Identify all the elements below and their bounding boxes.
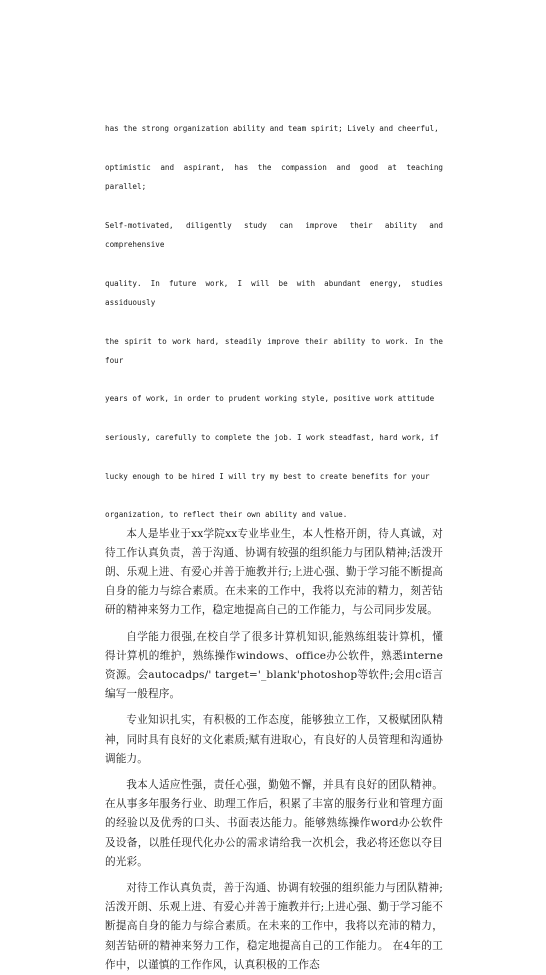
- english-line: seriously, carefully to complete the job. I work steadfast, hard work, if: [105, 433, 439, 443]
- english-paragraph: [105, 100, 443, 525]
- paragraph-intro: 本人是毕业于xx学院xx专业毕业生，本人性格开朗，待人真诚，对待工作认真负责，善于沟通、协调有较强的组织能力与团队精神;活泼开朗、乐观上进、有爱心并善于施教并行;上进心强、勤于学习能不断提高自身的能力与综合素质。在未来的工作中，我将以充沛的精力，刻苦钻研的精神来努力工作，稳定地提高自己的工作能力，与公司同步发展。: [105, 527, 443, 617]
- english-line: years of work, in order to prudent working style, positive work attitude: [105, 394, 435, 404]
- document-body: [105, 100, 443, 975]
- paragraph-work-attitude: 对待工作认真负责，善于沟通、协调有较强的组织能力与团队精神;活泼开朗、乐观上进、有爱心并善于施教并行;上进心强、勤于学习能不断提高自身的能力与综合素质。在未来的工作中，我将以充沛的精力，刻苦钻研的精神来努力工作，稳定地提高自己的工作能力。 在4年的工作中，以谨慎的工作作风，认真积极的工作态: [105, 881, 443, 971]
- english-line: quality. In future work, I will be with abundant energy, studies assiduously: [105, 278, 443, 307]
- english-line: the spirit to work hard, steadily improve their ability to work. In the four: [105, 336, 443, 365]
- english-line: Self-motivated, diligently study can improve their ability and comprehensive: [105, 220, 443, 250]
- english-line: organization, to reflect their own ability and value.: [105, 510, 348, 520]
- paragraph-self-study: 自学能力很强,在校自学了很多计算机知识,能熟练组装计算机，懂得计算机的维护，熟练操作windows、office办公软件，熟悉interne资源。会autocadps/' target='_blank'photoshop等软件;会用c语言编写一般程序。: [105, 630, 443, 701]
- english-line: optimistic and aspirant, has the compassion and good at teaching parallel;: [105, 162, 443, 192]
- paragraph-adaptability: 我本人适应性强，责任心强，勤勉不懈，并具有良好的团队精神。在从事多年服务行业、助理工作后，积累了丰富的服务行业和管理方面的经验以及优秀的口头、书面表达能力。能够熟练操作word办公软件及设备，以胜任现代化办公的需求请给我一次机会，我必将还您以夺目的光彩。: [105, 778, 443, 868]
- paragraph-professional: 专业知识扎实，有积极的工作态度，能够独立工作，又极赋团队精神，同时具有良好的文化素质;赋有进取心，有良好的人员管理和沟通协调能力。: [105, 714, 443, 765]
- english-line: has the strong organization ability and team spirit; Lively and cheerful,: [105, 124, 439, 134]
- english-line: lucky enough to be hired I will try my best to create benefits for your: [105, 471, 430, 481]
